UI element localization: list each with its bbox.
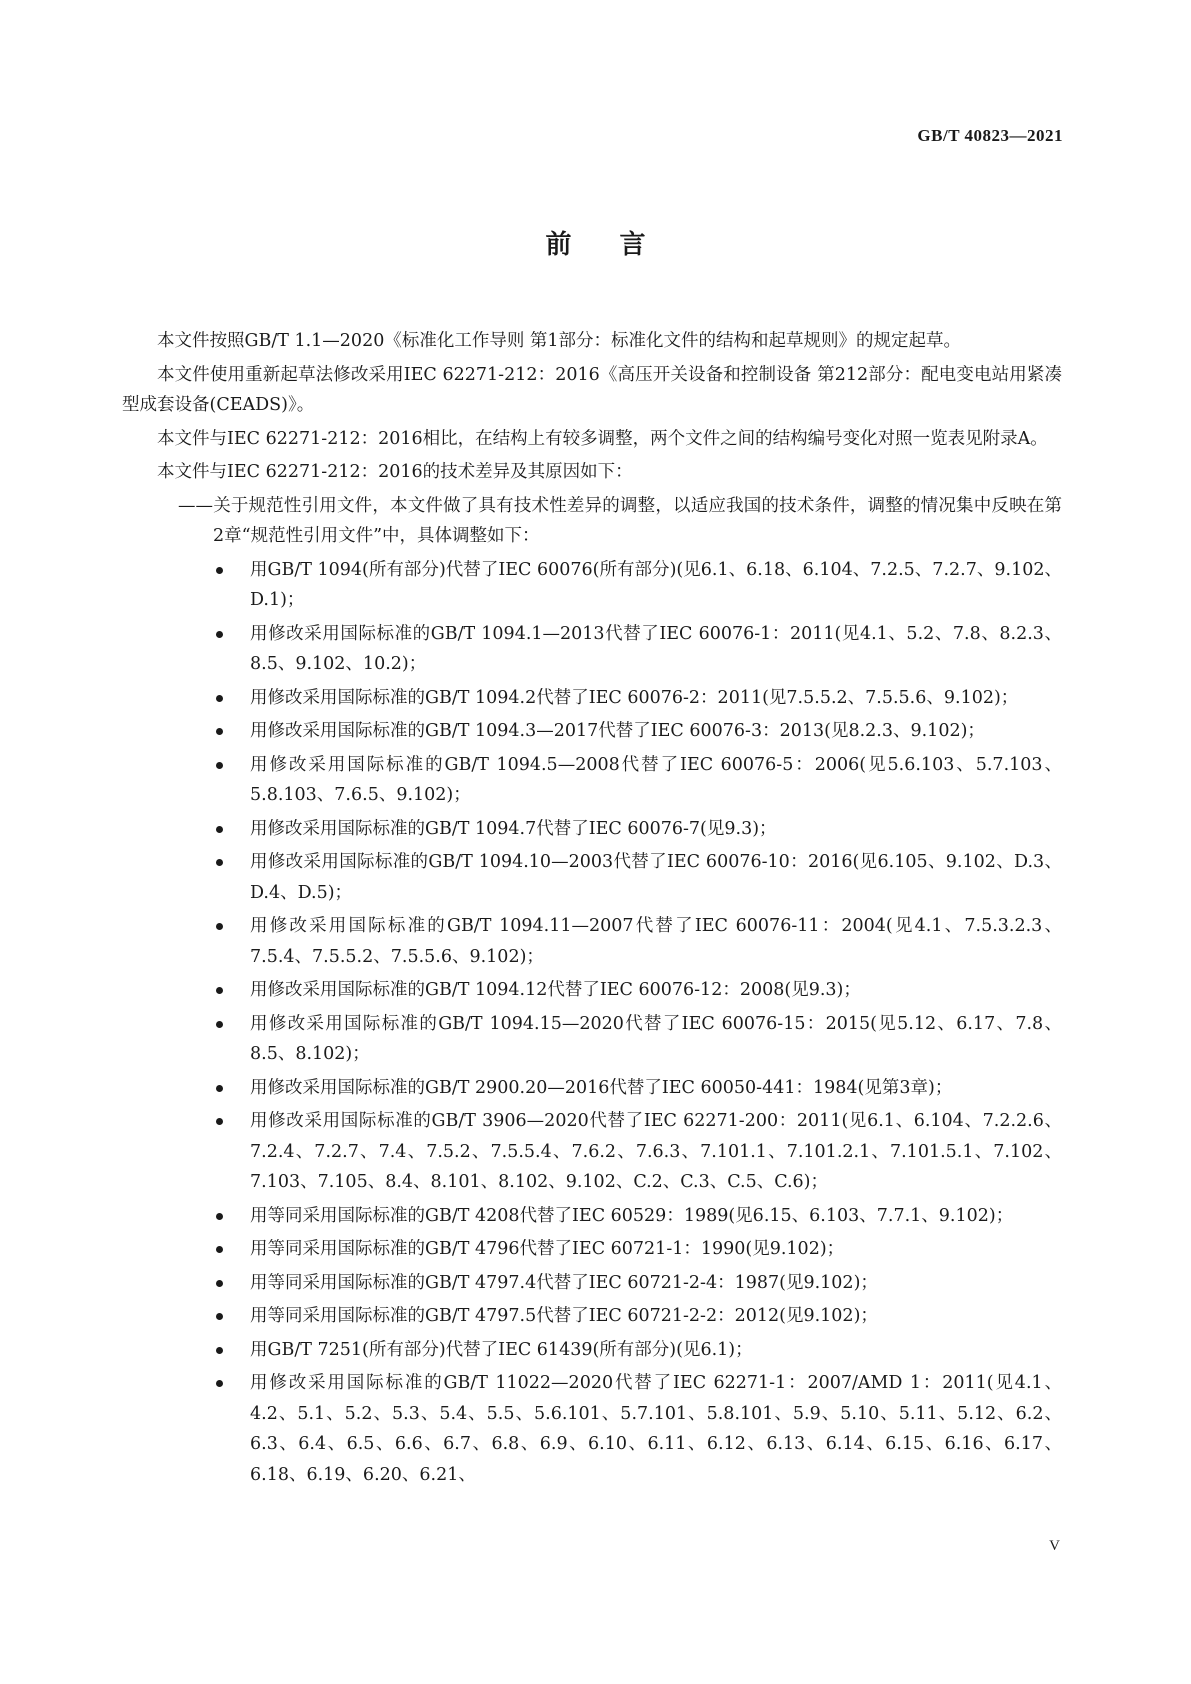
list-item-text: 用等同采用国际标准的GB/T 4797.5代替了IEC 60721-2-2：2012(见9.102)；: [250, 1306, 878, 1326]
list-item: [122, 683, 1062, 714]
list-item-text: 用修改采用国际标准的GB/T 1094.2代替了IEC 60076-2：2011(见7.5.5.2、7.5.5.6、9.102)；: [250, 687, 1019, 708]
list-item-text: 用修改采用国际标准的GB/T 11022—2020代替了IEC 62271-1：2007/AMD 1：2011(见4.1、4.2、5.1、5.2、5.3、5.4、5.5、5.6.101、5.7.101、5.8.101、5.9、5.10、5.11、5.12、6.2、6.3、6.4、6.5、6.6、6.7、6.8、6.9、6.10、6.11、6.12、6.13、6.14、6.15、6.16、6.17、6.18、6.19、6.20、6.21、: [250, 1373, 1062, 1485]
bullet-icon: [216, 923, 223, 930]
list-item-text: 用GB/T 7251(所有部分)代替了IEC 61439(所有部分)(见6.1)；: [250, 1339, 753, 1360]
bullet-icon: [216, 1021, 223, 1028]
list-item: [122, 1268, 1062, 1299]
bullet-icon: [216, 1280, 223, 1287]
list-item: [122, 1009, 1062, 1070]
list-item-text: 用修改采用国际标准的GB/T 2900.20—2016代替了IEC 60050-441：1984(见第3章)；: [250, 1077, 953, 1098]
list-item: [122, 814, 1062, 845]
bullet-icon: [216, 1246, 223, 1253]
bullet-icon: [216, 826, 223, 833]
list-item-text: 用等同采用国际标准的GB/T 4208代替了IEC 60529：1989(见6.15、6.103、7.7.1、9.102)；: [250, 1205, 1014, 1226]
bullet-icon: [216, 1085, 223, 1092]
page-number: V: [1049, 1538, 1060, 1554]
list-item: [122, 1073, 1062, 1104]
bullet-icon: [216, 987, 223, 994]
foreword-body: [122, 326, 1062, 1493]
bullet-icon: [216, 728, 223, 735]
bullet-icon: [216, 762, 223, 769]
title-char-1: 前: [545, 230, 572, 260]
list-item: [122, 1368, 1062, 1490]
bullet-icon: [216, 567, 223, 574]
bullet-icon: [216, 631, 223, 638]
list-item-text: 用GB/T 1094(所有部分)代替了IEC 60076(所有部分)(见6.1、6.18、6.104、7.2.5、7.2.7、9.102、D.1)；: [250, 559, 1062, 610]
list-item: [122, 1234, 1062, 1265]
paragraph: 本文件与IEC 62271-212：2016的技术差异及其原因如下：: [157, 462, 633, 482]
list-item-text: 用修改采用国际标准的GB/T 1094.15—2020代替了IEC 60076-15：2015(见5.12、6.17、7.8、8.5、8.102)；: [250, 1013, 1062, 1064]
list-item: [122, 555, 1062, 616]
standard-number: GB/T 40823—2021: [917, 126, 1063, 145]
list-item-text: 用修改采用国际标准的GB/T 1094.11—2007代替了IEC 60076-11：2004(见4.1、7.5.3.2.3、7.5.4、7.5.5.2、7.5.5.6、9.102)；: [250, 916, 1062, 967]
dash-list-item: ——关于规范性引用文件，本文件做了具有技术性差异的调整，以适应我国的技术条件，调整的情况集中反映在第2章“规范性引用文件”中，具体调整如下：: [178, 495, 1062, 546]
list-item-text: 用修改采用国际标准的GB/T 1094.1—2013代替了IEC 60076-1：2011(见4.1、5.2、7.8、8.2.3、8.5、9.102、10.2)；: [250, 623, 1062, 674]
list-item-text: 用修改采用国际标准的GB/T 1094.3—2017代替了IEC 60076-3：2013(见8.2.3、9.102)；: [250, 721, 985, 741]
list-item: [122, 847, 1062, 908]
list-item-text: 用等同采用国际标准的GB/T 4796代替了IEC 60721-1：1990(见9.102)；: [250, 1239, 845, 1259]
paragraph: 本文件与IEC 62271-212：2016相比，在结构上有较多调整，两个文件之间的结构编号变化对照一览表见附录A。: [157, 428, 1048, 449]
bullet-icon: [216, 1380, 223, 1387]
bullet-icon: [216, 1118, 223, 1125]
list-item-text: 用修改采用国际标准的GB/T 1094.5—2008代替了IEC 60076-5：2006(见5.6.103、5.7.103、5.8.103、7.6.5、9.102)；: [250, 754, 1062, 805]
bullet-icon: [216, 1213, 223, 1220]
list-item: [122, 619, 1062, 680]
bullet-list: [122, 555, 1062, 1491]
paragraph: 本文件按照GB/T 1.1—2020《标准化工作导则 第1部分：标准化文件的结构和起草规则》的规定起草。: [157, 331, 962, 351]
list-item-text: 用修改采用国际标准的GB/T 1094.10—2003代替了IEC 60076-10：2016(见6.105、9.102、D.3、D.4、D.5)；: [250, 852, 1062, 903]
list-item-text: 用等同采用国际标准的GB/T 4797.4代替了IEC 60721-2-4：1987(见9.102)；: [250, 1272, 878, 1293]
list-item: [122, 750, 1062, 811]
bullet-icon: [216, 1347, 223, 1354]
title-char-2: 言: [619, 230, 646, 260]
list-item: [122, 1201, 1062, 1232]
list-item: [122, 911, 1062, 972]
list-item: [122, 1301, 1062, 1332]
page-title: [0, 224, 1191, 261]
list-item-text: 用修改采用国际标准的GB/T 1094.12代替了IEC 60076-12：2008(见9.3)；: [250, 980, 861, 1000]
paragraph: 本文件使用重新起草法修改采用IEC 62271-212：2016《高压开关设备和控制设备 第212部分：配电变电站用紧凑型成套设备(CEADS)》。: [122, 364, 1062, 415]
list-item: [122, 975, 1062, 1006]
bullet-icon: [216, 695, 223, 702]
list-item-text: 用修改采用国际标准的GB/T 3906—2020代替了IEC 62271-200：2011(见6.1、6.104、7.2.2.6、7.2.4、7.2.7、7.4、7.5.2、7.5.5.4、7.6.2、7.6.3、7.101.1、7.101.2.1、7.101.5.1、7.102、7.103、7.105、8.4、8.101、8.102、9.102、C.2、C.3、C.5、C.6)；: [250, 1111, 1062, 1192]
list-item: [122, 1106, 1062, 1198]
list-item: [122, 716, 1062, 747]
list-item: [122, 1335, 1062, 1366]
bullet-icon: [216, 1313, 223, 1320]
bullet-icon: [216, 859, 223, 866]
list-item-text: 用修改采用国际标准的GB/T 1094.7代替了IEC 60076-7(见9.3)；: [250, 818, 777, 839]
